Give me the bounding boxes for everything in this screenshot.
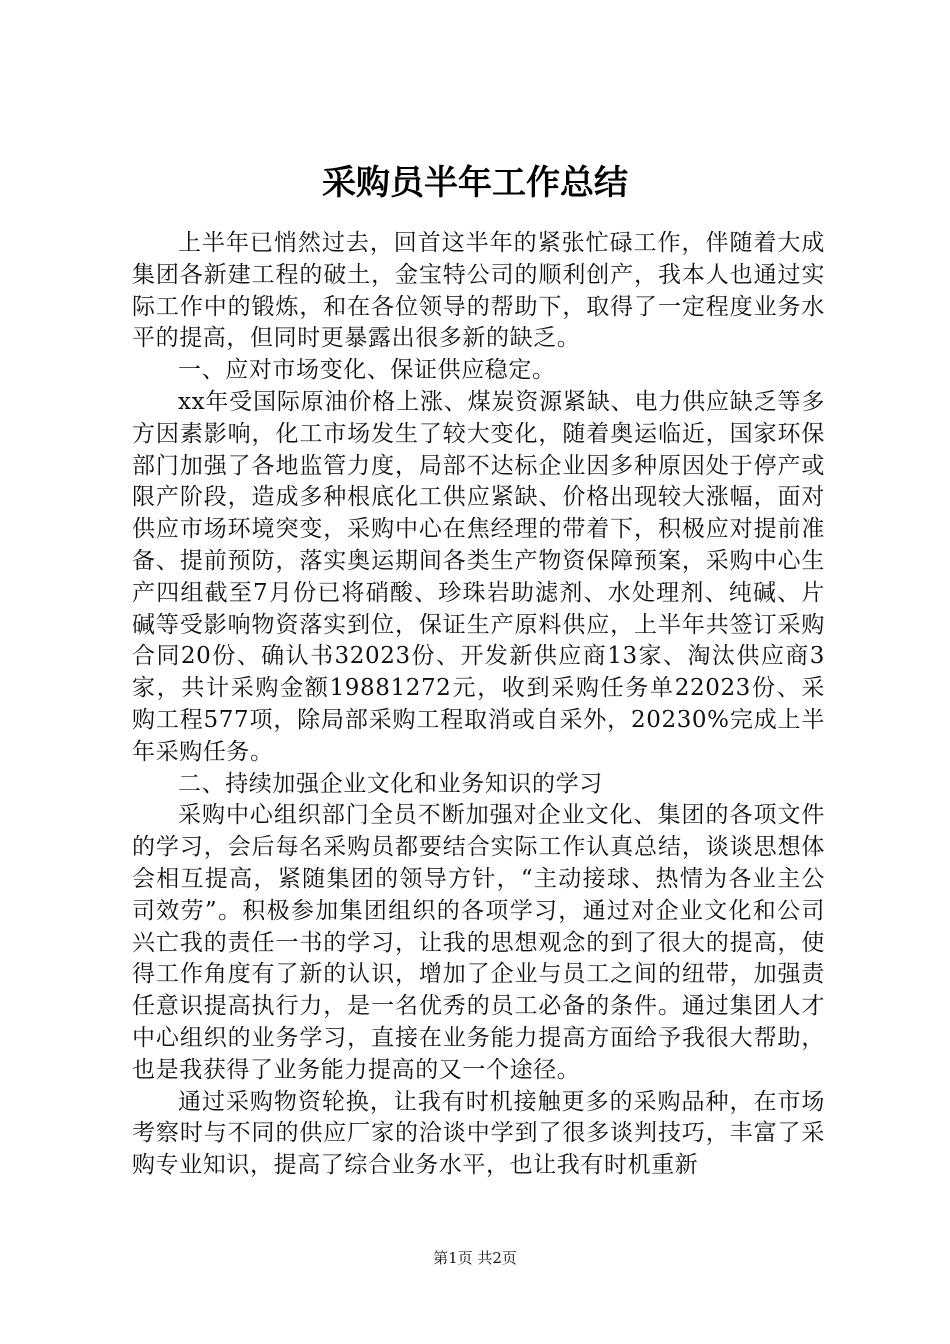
paragraph-learning: 采购中心组织部门全员不断加强对企业文化、集团的各项文件的学习，会后每名采购员都要结合实际工作认真总结，谈谈思想体会相互提高，紧随集团的领导方针，“主动接球、热情为各业主公司效劳”。积极参加集团组织的各项学习，通过对企业文化和公司兴亡我的责任一书的学习，让我的思想观念的到了很大的提高，使得工作角度有了新的认识，增加了企业与员工之间的纽带，加强责任意识提高执行力，是一名优秀的员工必备的条件。通过集团人才中心组织的业务学习，直接在业务能力提高方面给予我很大帮助，也是我获得了业务能力提高的又一个途径。 xyxy=(132,802,825,1083)
paragraph-market: xx年受国际原油价格上涨、煤炭资源紧缺、电力供应缺乏等多方因素影响，化工市场发生了较大变化，随着奥运临近，国家环保部门加强了各地监管力度，局部不达标企业因多种原因处于停产或限产阶段，造成多种根底化工供应紧缺、价格出现较大涨幅，面对供应市场环境突变，采购中心在焦经理的带着下，积极应对提前准备、提前预防，落实奥运期间各类生产物资保障预案，采购中心生产四组截至7月份已将硝酸、珍珠岩助滤剂、水处理剂、纯碱、片碱等受影响物资落实到位，保证生产原料供应，上半年共签订采购合同20份、确认书32023份、开发新供应商13家、淘汰供应商3家，共计采购金额19881272元，收到采购任务单22023份、采购工程577项，除局部采购工程取消或自采外，20230%完成上半年采购任务。 xyxy=(132,388,825,765)
paragraph-rotation: 通过采购物资轮换，让我有时机接触更多的采购品种，在市场考察时与不同的供应厂家的洽谈中学到了很多谈判技巧，丰富了采购专业知识，提高了综合业务水平，也让我有时机重新 xyxy=(132,1088,825,1179)
document-body xyxy=(132,228,825,1182)
document-title: 采购员半年工作总结 xyxy=(322,163,628,203)
page-footer: 第1页 共2页 xyxy=(433,1249,517,1267)
section-heading-2: 二、持续加强企业文化和业务知识的学习 xyxy=(178,770,603,797)
section-heading-1: 一、应对市场变化、保证供应稳定。 xyxy=(178,357,556,384)
paragraph-intro: 上半年已悄然过去，回首这半年的紧张忙碌工作，伴随着大成集团各新建工程的破土，金宝特公司的顺利创产，我本人也通过实际工作中的锻炼，和在各位领导的帮助下，取得了一定程度业务水平的提高，但同时更暴露出很多新的缺乏。 xyxy=(132,230,825,352)
